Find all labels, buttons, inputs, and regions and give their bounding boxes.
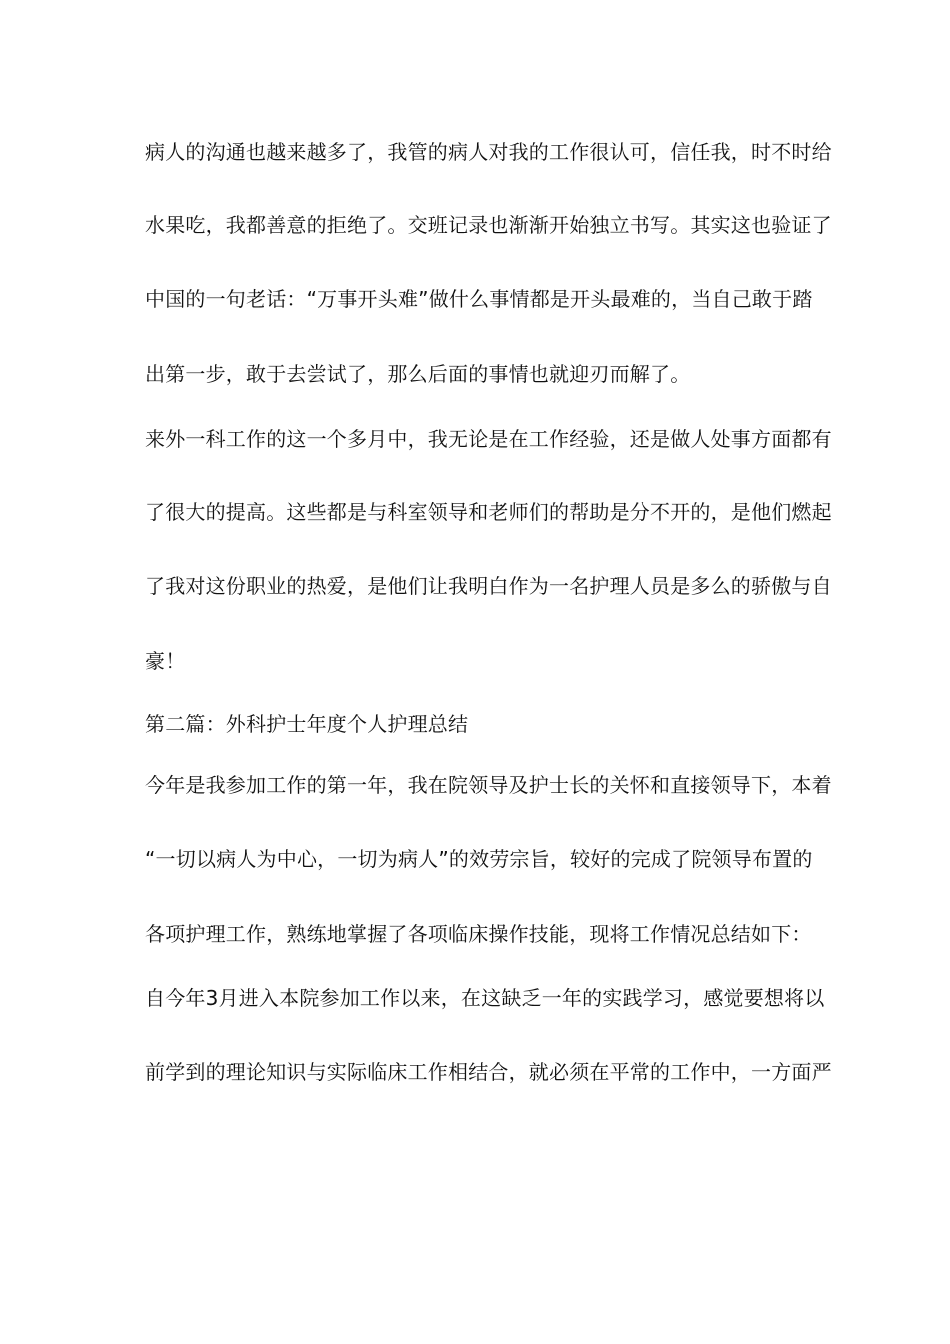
section-heading: 第二篇：外科护士年度个人护理总结 [145,712,469,736]
paragraph-start-line: 来外一科工作的这一个多月中，我无论是在工作经验，还是做人处事方面都有 [145,427,832,451]
text-line-2: 水果吃，我都善意的拒绝了。交班记录也渐渐开始独立书写。其实这也验证了 [145,213,832,237]
text-line-7: 了我对这份职业的热爱，是他们让我明白作为一名护理人员是多么的骄傲与自 [145,574,832,598]
text-line-3: 中国的一句老话：“万事开头难”做什么事情都是开头最难的，当自己敢于踏 [145,287,813,311]
paragraph-start-line: 自今年3月进入本院参加工作以来，在这缺乏一年的实践学习，感觉要想将以 [145,986,825,1010]
paragraph-start-line: 今年是我参加工作的第一年，我在院领导及护士长的关怀和直接领导下，本着 [145,773,832,797]
text-line-8: 豪！ [145,649,186,673]
text-line-1: 病人的沟通也越来越多了，我管的病人对我的工作很认可，信任我，时不时给 [145,140,832,164]
text-line-12: 各项护理工作，熟练地掌握了各项临床操作技能，现将工作情况总结如下： [145,922,812,946]
text-line-14: 前学到的理论知识与实际临床工作相结合，就必须在平常的工作中，一方面严 [145,1060,832,1084]
text-line-6: 了很大的提高。这些都是与科室领导和老师们的帮助是分不开的，是他们燃起 [145,500,832,524]
text-line-11: “一切以病人为中心，一切为病人”的效劳宗旨，较好的完成了院领导布置的 [145,847,813,871]
text-line-4: 出第一步，敢于去尝试了，那么后面的事情也就迎刃而解了。 [145,362,691,386]
